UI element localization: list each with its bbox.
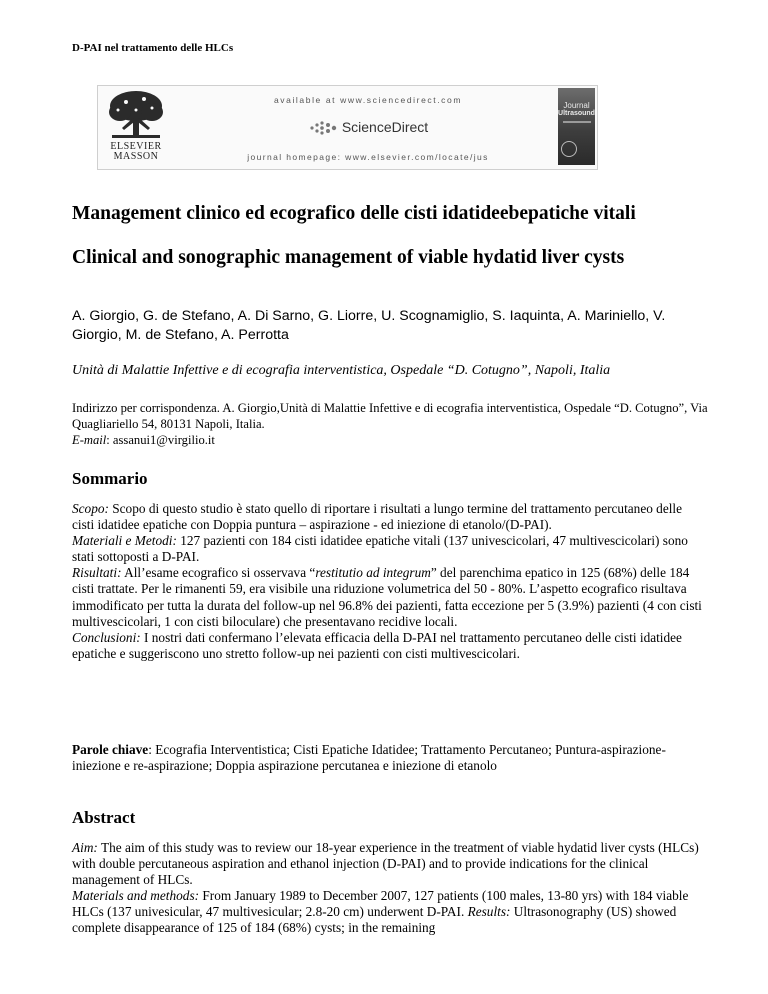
authors: A. Giorgio, G. de Stefano, A. Di Sarno, G. Liorre, U. Scognamiglio, S. Iaquinta, A. Mariniello, V. Giorgio, M. de Stefano, A. Perrotta [72,308,666,343]
email-address: : assanui1@virgilio.it [106,433,215,447]
results-label: Results: [467,904,511,920]
email-label: E-mail [72,433,107,447]
abstract-body [72,840,702,937]
sciencedirect-dots-icon [308,120,338,136]
journal-cover [558,88,595,165]
journal-homepage-text: journal homepage: www.elsevier.com/locate/jus [247,152,489,162]
journal-cover-title-1: Journal [563,101,590,110]
journal-cover-emblem-icon [561,141,577,157]
risultati-label: Risultati: [72,565,122,581]
metodi-text: 127 pazienti con 184 cisti idatidee epatiche vitali (137 univescicolari, 47 multivescicolari) sono stati sottoposti a D-PAI. [72,533,688,565]
scopo-label: Scopo: [72,501,109,516]
methods-label: Materials and methods: [72,888,200,904]
affiliation: Unità di Malattie Infettive e di ecografia interventistica, Ospedale “D. Cotugno”, Napoli, Italia [72,363,611,378]
keywords-text: : Ecografia Interventistica; Cisti Epatiche Idatidee; Trattamento Percutaneo; Puntura-aspirazione-iniezione e re-aspirazione; Doppia aspirazione percutanea e iniezione di etanolo [72,742,666,774]
sciencedirect-label: ScienceDirect [341,119,429,135]
aim-label: Aim: [72,840,98,855]
methods-text: From January 1989 to December 2007, 127 patients (100 males, 13-80 yrs) with 184 viable HLCs (137 univesicular, 47 multivesicular; 2.8-20 cm) underwent D-PAI. [72,888,689,920]
risultati-text-pre: All’esame ecografico si osservava “ [121,565,316,581]
running-header: D-PAI nel trattamento delle HLCs [72,42,234,54]
elsevier-tree-icon [106,88,166,142]
banner-center [178,86,558,169]
correspondence [72,400,712,448]
title-italian: Management clinico ed ecografico delle cisti idatideebepatiche vitali [72,203,636,224]
publisher-name: ELSEVIER MASSON [110,141,162,162]
journal-cover-title-2: Ultrasound [558,110,595,117]
elsevier-logo [102,88,170,166]
risultati-italic: restitutio ad integrum [315,565,431,581]
keywords-label: Parole chiave [72,742,149,757]
aim-text: The aim of this study was to review our 18-year experience in the treatment of viable hydatid liver cysts (HLCs) with double percutaneous aspiration and ethanol injection (D-PAI) and to provide indications for the clinical management of HLCs. [72,840,699,888]
abstract-heading: Abstract [72,808,136,827]
sciencedirect-brand [178,119,558,136]
sommario-body [72,501,702,662]
journal-banner [97,85,598,170]
correspondence-text: Indirizzo per corrispondenza. A. Giorgio,Unità di Malattie Infettive e di ecografia interventistica, Ospedale “D. Cotugno”, Via Quagliariello 54, 80131 Napoli, Italia. [72,401,708,431]
available-at-text: available at www.sciencedirect.com [273,95,463,105]
scopo-text: Scopo di questo studio è stato quello di riportare i risultati a lungo termine del trattamento percutaneo delle cisti idatidee epatiche con Doppia puntura – aspirazione - ed iniezione di etanolo/(D-PAI). [72,501,683,533]
conclusioni-label: Conclusioni: [72,629,141,645]
sommario-heading: Sommario [72,469,148,488]
metodi-label: Materiali e Metodi: [72,533,177,549]
risultati-text-post: ” del parenchima epatico in 125 (68%) delle 184 cisti trattate. Per le rimanenti 59, era visibile una riduzione volumetrica del 50 - 80%. L’aspetto ecografico risultava immodificato per tutta la durata del follow-up nel 96.8% dei pazienti, fatta eccezione per 5 (3.9%) pazienti (4 con cisti multivescicolari, 1 con cisti biloculare) che presentavano recidive locali. [72,565,702,629]
results-text: Ultrasonography (US) showed complete disappearance of 125 of 184 (68%) cysts; in the remaining [72,904,677,936]
title-english: Clinical and sonographic management of viable hydatid liver cysts [72,247,625,268]
keywords [72,742,702,774]
conclusioni-text: I nostri dati confermano l’elevata efficacia della D-PAI nel trattamento percutaneo delle cisti idatidee epatiche e suggeriscono uno stretto follow-up nei pazienti con cisti multivescicolari. [72,629,682,661]
